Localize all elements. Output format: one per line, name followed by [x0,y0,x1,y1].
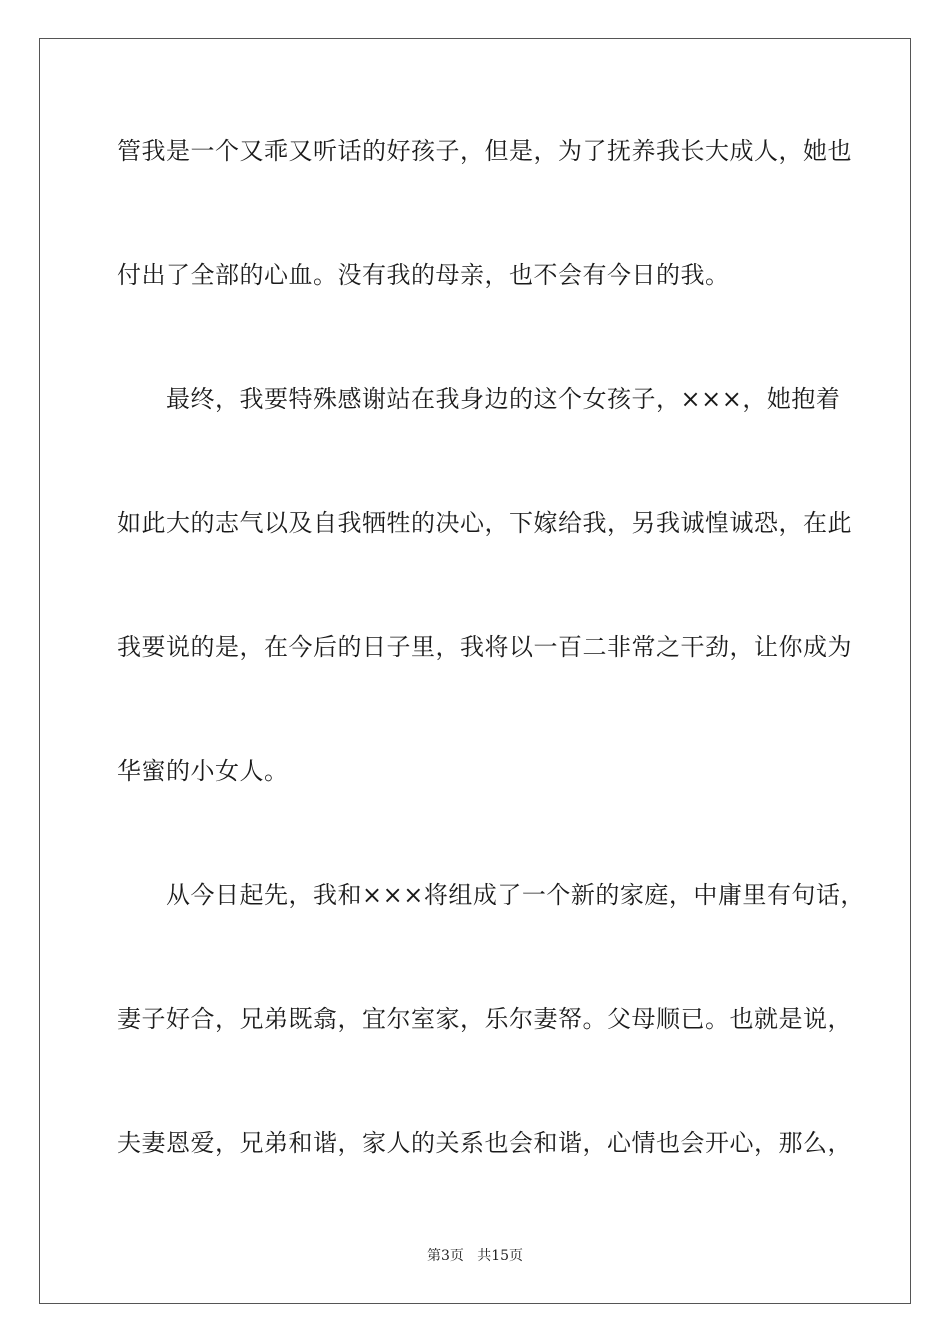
page-border [39,38,911,1304]
text-line-2: 付出了全部的心血。没有我的母亲，也不会有今日的我。 [117,261,730,289]
text-line-4: 如此大的志气以及自我牺牲的决心，下嫁给我，另我诚惶诚恐，在此 [117,509,852,537]
text-line-9: 夫妻恩爱，兄弟和谐，家人的关系也会和谐，心情也会开心，那么， [117,1129,852,1157]
text-line-5: 我要说的是，在今后的日子里，我将以一百二非常之干劲，让你成为 [117,633,852,661]
text-line-8: 妻子好合，兄弟既翕，宜尔室家，乐尔妻帑。父母顺已。也就是说， [117,1005,852,1033]
text-line-1: 管我是一个又乖又听话的好孩子，但是，为了抚养我长大成人，她也 [117,137,852,165]
text-line-3: 最终，我要特殊感谢站在我身边的这个女孩子，×××，她抱着 [117,385,841,413]
text-line-7: 从今日起先，我和×××将组成了一个新的家庭，中庸里有句话， [117,881,865,909]
text-line-6: 华蜜的小女人。 [117,757,289,785]
page-number-footer: 第3页 共15页 [426,1248,524,1264]
